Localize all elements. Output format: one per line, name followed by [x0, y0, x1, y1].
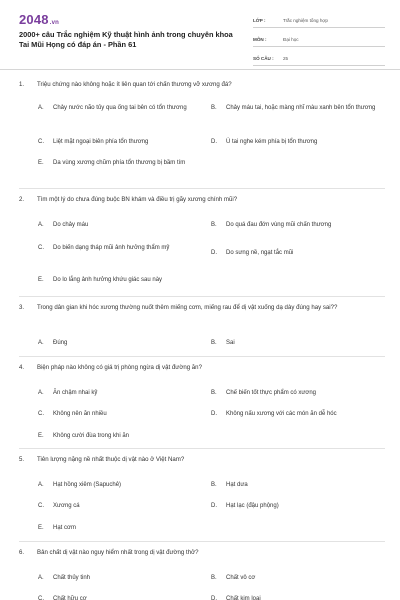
- question-prompt: Triệu chứng nào không hoặc ít liên quan tới chấn thương vỡ xương đá?: [37, 81, 232, 88]
- option-text: Do biến dạng tháp mũi ảnh hưởng thẩm mỹ: [53, 245, 170, 251]
- question-number: 5.: [19, 456, 25, 463]
- option-text: Sai: [226, 340, 235, 346]
- logo-text: 2048: [19, 12, 49, 27]
- option-a[interactable]: [38, 573, 90, 583]
- option-b[interactable]: [211, 573, 255, 583]
- option-letter: D.: [211, 596, 217, 600]
- option-letter: A.: [38, 340, 44, 346]
- option-letter: C.: [38, 245, 44, 251]
- meta-label: LỚP :: [253, 17, 266, 23]
- meta-label: SỐ CÂU :: [253, 55, 274, 61]
- option-c[interactable]: [38, 409, 107, 419]
- option-text: Hạt dưa: [226, 482, 248, 488]
- option-b[interactable]: [211, 220, 331, 230]
- option-c[interactable]: [38, 501, 80, 511]
- question-divider: [19, 541, 385, 542]
- question-prompt: Trong dân gian khi hóc xương thường nuốt thêm miếng cơm, miếng rau để dị vật xuống dạ dày đúng hay sai??: [37, 304, 338, 311]
- option-a[interactable]: [38, 338, 67, 348]
- option-letter: B.: [211, 390, 217, 396]
- question-divider: [19, 448, 385, 449]
- option-a[interactable]: [38, 480, 121, 490]
- option-letter: A.: [38, 222, 44, 228]
- option-text: Do lo lắng ảnh hưởng khứu giác sau này: [53, 277, 163, 283]
- option-text: Ù tai nghe kém phía bị tổn thương: [226, 139, 318, 145]
- option-b[interactable]: [211, 388, 316, 398]
- meta-value: Đại học: [283, 36, 299, 42]
- question-prompt: Bản chất dị vật nào nguy hiểm nhất trong dị vật đường thở?: [37, 549, 199, 556]
- option-e[interactable]: [38, 275, 162, 285]
- option-letter: D.: [211, 411, 217, 417]
- option-e[interactable]: [38, 158, 185, 168]
- option-e[interactable]: [38, 523, 76, 533]
- option-c[interactable]: [38, 594, 87, 600]
- option-text: Chất hữu cơ: [53, 596, 87, 600]
- option-letter: E.: [38, 277, 44, 283]
- option-letter: A.: [38, 575, 44, 581]
- option-letter: A.: [38, 390, 44, 396]
- option-text: Không nên ăn nhiều: [53, 411, 107, 417]
- document-header: [0, 0, 400, 70]
- option-text: Do quá đau đớn vùng mũi chấn thương: [226, 222, 332, 228]
- question-number: 2.: [19, 196, 25, 203]
- option-letter: B.: [211, 105, 217, 111]
- question-text: [19, 455, 385, 465]
- option-letter: D.: [211, 503, 217, 509]
- option-text: Do chảy máu: [53, 222, 89, 228]
- question-text: [19, 303, 385, 313]
- option-letter: A.: [38, 105, 44, 111]
- option-e[interactable]: [38, 431, 129, 441]
- question-text: [19, 195, 385, 205]
- document-meta: [253, 13, 385, 70]
- option-letter: E.: [38, 525, 44, 531]
- option-letter: A.: [38, 482, 44, 488]
- question-divider: [19, 296, 385, 297]
- option-text: Do sưng nề, ngạt tắc mũi: [226, 250, 294, 256]
- question-text: [19, 548, 385, 558]
- option-letter: B.: [211, 482, 217, 488]
- option-text: Đúng: [53, 340, 68, 346]
- option-a[interactable]: [38, 388, 97, 398]
- option-a[interactable]: [38, 220, 88, 230]
- option-text: Xương cá: [53, 503, 80, 509]
- question-text: [19, 80, 385, 90]
- option-letter: E.: [38, 433, 44, 439]
- question-prompt: Tiên lượng nặng nề nhất thuộc dị vật nào ở Việt Nam?: [37, 456, 185, 463]
- option-text: Chất kim loại: [226, 596, 261, 600]
- option-text: Chất vô cơ: [226, 575, 256, 581]
- question-divider: [19, 188, 385, 189]
- option-b[interactable]: [211, 103, 375, 113]
- meta-value: Trắc nghiệm tổng hợp: [283, 17, 328, 23]
- option-b[interactable]: [211, 480, 248, 490]
- meta-row-subject: [253, 32, 385, 47]
- option-text: Hạt hồng xiêm (Sapuchê): [53, 482, 122, 488]
- question-number: 6.: [19, 549, 25, 556]
- option-text: Hạt cơm: [53, 525, 76, 531]
- option-letter: C.: [38, 139, 44, 145]
- option-text: Chế biến tốt thực phẩm có xương: [226, 390, 317, 396]
- site-logo[interactable]: [19, 12, 59, 27]
- option-letter: D.: [211, 250, 217, 256]
- option-d[interactable]: [211, 137, 317, 147]
- option-letter: E.: [38, 160, 44, 166]
- option-letter: C.: [38, 503, 44, 509]
- option-a[interactable]: [38, 103, 187, 113]
- question-prompt: Tìm một lý do chưa đúng buộc BN khám và điều trị gãy xương chính mũi?: [37, 196, 238, 203]
- meta-label: MÔN :: [253, 36, 267, 42]
- option-c[interactable]: [38, 243, 169, 253]
- option-text: Không nấu xương với các món ăn dễ hóc: [226, 411, 337, 417]
- option-letter: C.: [38, 411, 44, 417]
- option-text: Chảy máu tai, hoặc màng nhĩ màu xanh bên tổn thương: [226, 105, 376, 111]
- meta-value: 25: [283, 55, 289, 61]
- question-number: 1.: [19, 81, 25, 88]
- option-letter: B.: [211, 340, 217, 346]
- logo-tld: .vn: [49, 20, 60, 26]
- meta-row-count: [253, 51, 385, 66]
- option-letter: D.: [211, 139, 217, 145]
- question-number: 4.: [19, 364, 25, 371]
- option-d[interactable]: [211, 248, 293, 258]
- option-letter: C.: [38, 596, 44, 600]
- meta-row-class: [253, 13, 385, 28]
- option-text: Chảy nước não tủy qua ống tai bên có tổn thương: [53, 105, 187, 111]
- option-text: Da vùng xương chũm phía tổn thương bị bầm tím: [53, 160, 186, 166]
- question-prompt: Biện pháp nào không có giá trị phòng ngừa dị vật đường ăn?: [37, 364, 202, 371]
- document-title: 2000+ câu Trắc nghiệm Kỹ thuật hình ảnh trong chuyên khoa Tai Mũi Họng có đáp án - Phần 61: [19, 30, 233, 49]
- option-c[interactable]: [38, 137, 148, 147]
- option-d[interactable]: [211, 501, 279, 511]
- option-letter: B.: [211, 575, 217, 581]
- option-text: Liệt mặt ngoại biên phía tổn thương: [53, 139, 149, 145]
- question-number: 3.: [19, 304, 25, 311]
- option-letter: B.: [211, 222, 217, 228]
- option-b[interactable]: [211, 338, 235, 348]
- option-text: Hạt lạc (đậu phộng): [226, 503, 279, 509]
- option-text: Ăn chậm nhai kỹ: [53, 390, 98, 396]
- option-d[interactable]: [211, 409, 337, 419]
- option-text: Chất thủy tinh: [53, 575, 91, 581]
- option-text: Không cười đùa trong khi ăn: [53, 433, 129, 439]
- question-text: [19, 363, 385, 373]
- question-divider: [19, 356, 385, 357]
- option-d[interactable]: [211, 594, 261, 600]
